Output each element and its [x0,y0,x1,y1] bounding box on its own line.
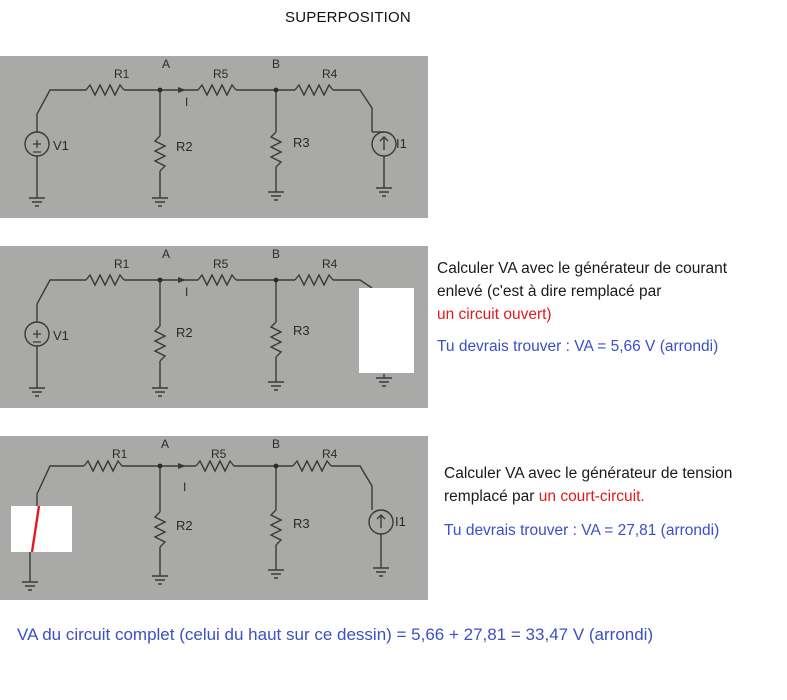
label-r3: R3 [293,516,310,531]
step1-result: Tu devrais trouver : VA = 5,66 V (arrondi) [437,338,719,355]
label-r4: R4 [322,257,338,271]
label-current: I [185,95,189,109]
label-node-b: B [272,437,281,451]
step1-line2: enlevé (c'est à dire remplacé par [437,283,662,300]
step1-line1: Calculer VA avec le générateur de courant [437,260,728,277]
label-r5: R5 [213,257,229,271]
label-r5: R5 [211,447,227,461]
step1-instructions [437,257,727,358]
conclusion-text: VA du circuit complet (celui du haut sur ce dessin) = 5,66 + 27,81 = 33,47 V (arrondi) [17,625,654,644]
label-node-a: A [162,247,171,261]
removed-current-source-patch [359,288,414,373]
label-r1: R1 [112,447,128,461]
label-i1: I1 [395,514,406,529]
step2-line2-red: un court-circuit. [538,488,645,505]
label-node-a: A [161,437,170,451]
circuit-diagram-full [0,56,428,218]
label-r2: R2 [176,139,193,154]
label-r3: R3 [293,323,310,338]
circuit-diagram-short [0,436,428,600]
label-r3: R3 [293,135,310,150]
label-r1: R1 [114,67,130,81]
label-current: I [183,480,187,494]
label-r2: R2 [176,518,193,533]
step2-instructions [444,462,732,542]
circuit-diagram-open [0,246,428,408]
circuit-photo-short [0,436,428,600]
step1-line3: un circuit ouvert) [437,306,552,323]
step2-result: Tu devrais trouver : VA = 27,81 (arrondi) [444,522,720,539]
label-r2: R2 [176,325,193,340]
label-i1: I1 [396,136,407,151]
label-r5: R5 [213,67,229,81]
step2-line2-prefix: remplacé par [444,488,539,505]
label-node-b: B [272,247,281,261]
circuit-photo-open [0,246,428,408]
label-r1: R1 [114,257,130,271]
label-node-a: A [162,57,171,71]
label-node-b: B [272,57,281,71]
label-v1: V1 [53,328,69,343]
step2-line2 [444,485,732,508]
step2-line1: Calculer VA avec le générateur de tension [444,465,733,482]
page-title: SUPERPOSITION [285,9,411,26]
shorted-voltage-source-patch [11,506,72,552]
label-current: I [185,285,189,299]
circuit-photo-full [0,56,428,218]
label-r4: R4 [322,447,338,461]
label-r4: R4 [322,67,338,81]
label-v1: V1 [53,138,69,153]
